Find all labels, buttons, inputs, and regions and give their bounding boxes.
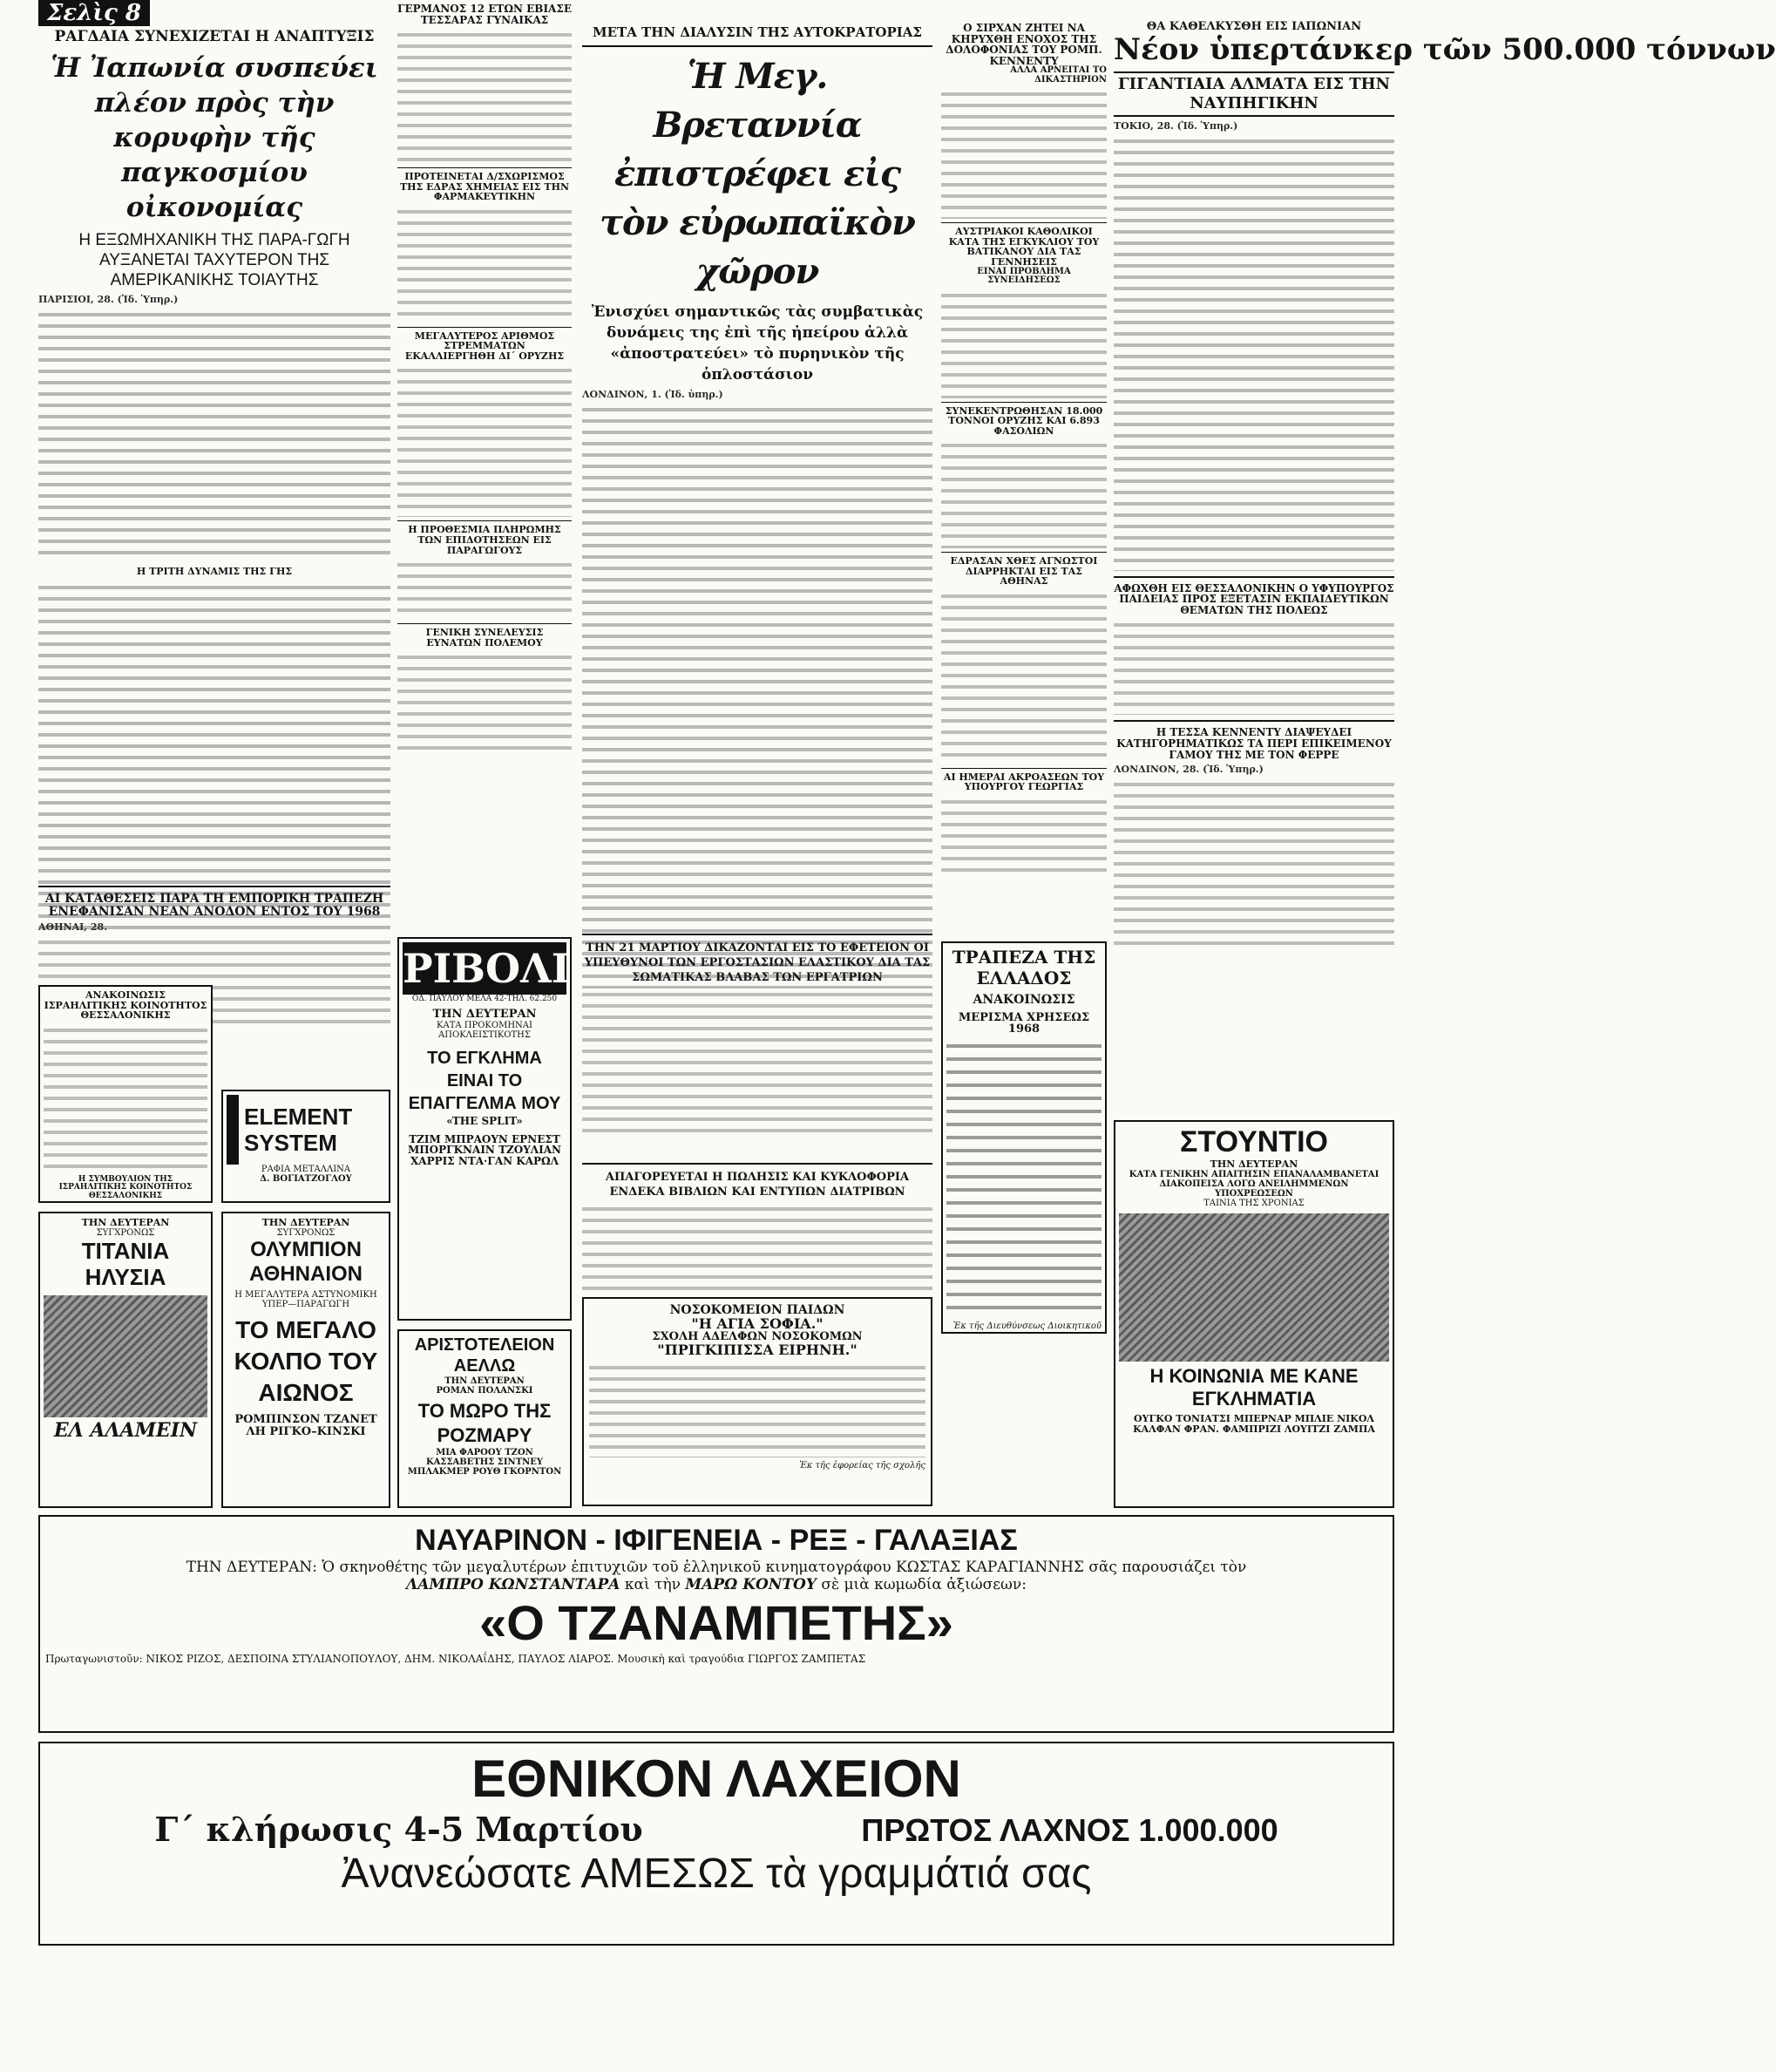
- col1-headline: Ἡ Ἰαπωνία συσπεύει πλέον πρὸς τὴν κορυφὴν τῆς παγκοσμίου οἰκονομίας: [51, 51, 378, 223]
- col2-head1: ΓΕΡΜΑΝΟΣ 12 ΕΤΩΝ ΕΒΙΑΣΕ ΤΕΣΣΑΡΑΣ ΓΥΝΑΙΚΑΣ: [397, 3, 572, 26]
- titania-pre: ΣΥΓΧΡΟΝΩΣ: [96, 1228, 155, 1238]
- studio-ad: [1114, 1120, 1394, 1508]
- col4-text-3: [941, 439, 1107, 548]
- system-name: SYSTEM: [244, 1130, 337, 1156]
- col5-text-3: [1114, 778, 1394, 953]
- col4-head3: ΣΥΝΕΚΕΝΤΡΩΘΗΣΑΝ 18.000 ΤΟΝΝΟΙ ΟΡΥΖΗΣ ΚΑΙ 6.893 ΦΑΣΟΛΙΩΝ: [945, 404, 1103, 437]
- aello-cast: ΜΙΑ ΦΑΡΟΟΥ ΤΖΟΝ ΚΑΣΣΑΒΕΤΗΣ ΣΙΝΤΝΕΥ ΜΠΛΑΚΜΕΡ ΡΟΥΘ ΓΚΟΡΝΤΟΝ: [407, 1448, 562, 1477]
- studio-day: ΤΗΝ ΔΕΥΤΕΡΑΝ: [1210, 1158, 1298, 1170]
- olympion-name: ΟΛΥΜΠΙΟΝ ΑΘΗΝΑΙΟΝ: [248, 1238, 363, 1286]
- col3-dateline: ΛΟΝΔΙΝΟΝ, 1. (Ἰδ. ὑπηρ.): [582, 388, 723, 400]
- column-5: [1114, 0, 1776, 976]
- col5-subhead: ΓΙΓΑΝΤΙΑΙΑ ΑΛΜΑΤΑ ΕΙΣ ΤΗΝ ΝΑΥΠΗΓΙΚΗΝ: [1114, 71, 1394, 117]
- olympion-day: ΤΗΝ ΔΕΥΤΕΡΑΝ: [261, 1217, 350, 1228]
- ban-text: [582, 1203, 932, 1290]
- column-3: [582, 0, 932, 924]
- tzanampetis-ad: [38, 1515, 1394, 1733]
- col5-kicker: ΘΑ ΚΑΘΕΛΚΥΣΘΗ ΕΙΣ ΙΑΠΩΝΙΑΝ: [1146, 20, 1362, 33]
- ban-article: [582, 1158, 932, 1293]
- rivoli-orig: «THE SPLIT»: [446, 1114, 523, 1127]
- notice-text: [44, 1024, 207, 1172]
- notice-title: ΑΝΑΚΟΙΝΩΣΙΣ ΙΣΡΑΗΛΙΤΙΚΗΣ ΚΟΙΝΟΤΗΤΟΣ ΘΕΣΣΑΛΟΝΙΚΗΣ: [44, 989, 207, 1022]
- promo-line1: ΤΗΝ ΔΕΥΤΕΡΑΝ: Ὁ σκηνοθέτης τῶν μεγαλυτέρων ἐπιτυχιῶν τοῦ ἑλληνικοῦ κινηματογράφου ΚΩΣΤΑΣ ΚΑΡΑΓΙΑΝΝΗΣ σᾶς παρουσιάζει τὸν: [186, 1559, 1247, 1576]
- lottery-prize: ΠΡΩΤΟΣ ΛΑΧΝΟΣ 1.000.000: [861, 1812, 1278, 1848]
- col5-head3: Η ΤΕΣΣΑ ΚΕΝΝΕΝΤΥ ΔΙΑΨΕΥΔΕΙ ΚΑΤΗΓΟΡΗΜΑΤΙΚΩΣ ΤΑ ΠΕΡΙ ΕΠΙΚΕΙΜΕΝΟΥ ΓΑΜΟΥ ΤΗΣ ΜΕ ΤΟΝ ΦΕΡΡΕ: [1116, 726, 1392, 761]
- col5-dateline2: ΛΟΝΔΙΝΟΝ, 28. (Ἰδ. Ὑπηρ.): [1114, 764, 1264, 776]
- bog-text: [946, 1039, 1102, 1318]
- rivoli-day: ΤΗΝ ΔΕΥΤΕΡΑΝ: [432, 1008, 537, 1021]
- hospital-sign: Ἐκ τῆς ἐφορείας τῆς σχολῆς: [799, 1460, 925, 1471]
- element-system-ad: [221, 1090, 390, 1203]
- col3-subhead: Ἐνισχύει σημαντικῶς τὰς συμβατικὰς δυνάμεις της ἐπὶ τῆς ἠπείρου ἀλλὰ «ἀποστρατεύει» τὸ πυρηνικὸν τῆς ὁπλοστάσιον: [591, 302, 924, 384]
- rivoli-name: ΡΙΒΟΛΙ: [403, 942, 566, 995]
- col3-kicker: ΜΕΤΑ ΤΗΝ ΔΙΑΛΥΣΙΝ ΤΗΣ ΑΥΤΟΚΡΑΤΟΡΙΑΣ: [593, 24, 922, 40]
- rivoli-film: ΤΟ ΕΓΚΛΗΜΑ ΕΙΝΑΙ ΤΟ ΕΠΑΓΓΕΛΜΑ ΜΟΥ: [408, 1048, 561, 1113]
- lottery-draw: Γ΄ κλήρωσις 4-5 Μαρτίου: [154, 1810, 643, 1849]
- actor2: ΜΑΡΩ ΚΟΝΤΟΥ: [685, 1576, 817, 1593]
- col4-text-2: [941, 289, 1107, 398]
- col2-head5: ΓΕΝΙΚΗ ΣΥΝΕΛΕΥΣΙΣ ΕΥΝΑΤΩΝ ΠΟΛΕΜΟΥ: [425, 627, 544, 649]
- col4-head5: ΑΙ ΗΜΕΡΑΙ ΑΚΡΟΑΣΕΩΝ ΤΟΥ ΥΠΟΥΡΓΟΥ ΓΕΩΡΓΙΑΣ: [943, 771, 1105, 793]
- element-name: ELEMENT: [244, 1104, 353, 1130]
- col5-dateline: ΤΟΚΙΟ, 28. (Ἰδ. Ὑπηρ.): [1114, 119, 1238, 132]
- olympion-film: ΤΟ ΜΕΓΑΛΟ ΚΟΛΠΟ ΤΟΥ ΑΙΩΝΟΣ: [234, 1316, 378, 1406]
- col2-text-2: [397, 206, 572, 323]
- col2-text-1: [397, 29, 572, 164]
- rivoli-ad: [397, 937, 572, 1321]
- comedy-line: σὲ μιὰ κωμωδία ἀξιώσεων:: [821, 1576, 1027, 1593]
- ban-head: ΑΠΑΓΟΡΕΥΕΤΑΙ Η ΠΩΛΗΣΙΣ ΚΑΙ ΚΥΚΛΟΦΟΡΙΑ ΕΝΔΕΚΑ ΒΙΒΛΙΩΝ ΚΑΙ ΕΝΤΥΠΩΝ ΔΙΑΤΡΙΒΩΝ: [605, 1171, 910, 1199]
- titania-name: ΤΙΤΑΝΙΑ ΗΛΥΣΙΑ: [81, 1238, 170, 1290]
- col4-head4: ΕΔΡΑΣΑΝ ΧΘΕΣ ΑΓΝΩΣΤΟΙ ΔΙΑΡΡΗΚΤΑΙ ΕΙΣ ΤΑΣ ΑΘΗΝΑΣ: [950, 555, 1098, 588]
- col4-head2: ΑΥΣΤΡΙΑΚΟΙ ΚΑΘΟΛΙΚΟΙ ΚΑΤΑ ΤΗΣ ΕΓΚΥΚΛΙΟΥ ΤΟΥ ΒΑΤΙΚΑΝΟΥ ΔΙΑ ΤΑΣ ΓΕΝΝΗΣΕΙΣ: [948, 226, 1100, 268]
- cinemas-line: ΝΑΥΑΡΙΝΟΝ - ΙΦΙΓΕΝΕΙΑ - ΡΕΞ - ΓΑΛΑΞΙΑΣ: [415, 1524, 1018, 1557]
- bog-title: ΤΡΑΠΕΖΑ ΤΗΣ ΕΛΛΑΔΟΣ: [952, 947, 1096, 988]
- col5-text-2: [1114, 619, 1394, 715]
- aello-day: ΤΗΝ ΔΕΥΤΕΡΑΝ: [444, 1376, 525, 1386]
- col3-headline: Ἡ Μεγ. Βρεταννία ἐπιστρέφει εἰς τὸν εὐρωπαϊκὸν χῶρον: [600, 55, 915, 292]
- col2-head3: ΜΕΓΑΛΥΤΕΡΟΣ ΑΡΙΘΜΟΣ ΣΤΡΕΜΜΑΤΩΝ ΕΚΑΛΛΙΕΡΓΗΘΗ ΔΙ΄ ΟΡΥΖΗΣ: [404, 329, 565, 362]
- col4-head1b: ΑΛΛΑ ΑΡΝΕΙΤΑΙ ΤΟ ΔΙΚΑΣΤΗΡΙΟΝ: [1010, 65, 1107, 85]
- col5-headline: Νέον ὑπερτάνκερ τῶν 500.000 τόννων: [1114, 31, 1776, 67]
- column-4: [941, 0, 1107, 994]
- studio-sub: ΤΑΙΝΙΑ ΤΗΣ ΧΡΟΝΙΑΣ: [1203, 1199, 1305, 1208]
- bog-sub: ΑΝΑΚΟΙΝΩΣΙΣ: [973, 993, 1075, 1007]
- col1-section: Η ΤΡΙΤΗ ΔΥΝΑΜΙΣ ΤΗΣ ΓΗΣ: [136, 565, 293, 577]
- studio-cast: ΟΥΓΚΟ ΤΟΝΙΑΤΣΙ ΜΠΕΡΝΑΡ ΜΠΛΙΕ ΝΙΚΟΛ ΚΑΛΦΑΝ ΦΡΑΝ. ΦΑΜΠΡΙΖΙ ΛΟΥΙΤΖΙ ΖΑΜΠΑ: [1133, 1413, 1375, 1435]
- lottery-title: ΕΘΝΙΚΟΝ ΛΑΧΕΙΟΝ: [471, 1749, 961, 1808]
- col4-text-1: [941, 88, 1107, 219]
- rivoli-address: ΟΔ. ΠΑΥΛΟΥ ΜΕΛΑ 42-ΤΗΛ. 62.250: [411, 995, 558, 1003]
- lottery-renew: Ἀνανεώσατε ΑΜΕΣΩΣ τὰ γραμμάτιά σας: [341, 1851, 1092, 1897]
- col3-body-text: [582, 404, 932, 1005]
- studio-line: ΚΑΤΑ ΓΕΝΙΚΗΝ ΑΠΑΙΤΗΣΙΝ ΕΠΑΝΑΛΑΜΒΑΝΕΤΑΙ ΔΙΑΚΟΠΕΙΣΑ ΛΟΓΩ ΑΝΕΙΛΗΜΜΕΝΩΝ ΥΠΟΧΡΕΩΣΕΩΝ: [1129, 1170, 1379, 1199]
- col4-head1: Ο ΣΙΡΧΑΝ ΖΗΤΕΙ ΝΑ ΚΗΡΥΧΘΗ ΕΝΟΧΟΣ ΤΗΣ ΔΟΛΟΦΟΝΙΑΣ ΤΟΥ ΡΟΜΠ. ΚΕΝΝΕΝΤΥ: [946, 22, 1102, 67]
- olympion-cast: ΡΟΜΠΙΝΣΟΝ ΤΖΑΝΕΤ ΛΗ ΡΙΓΚΟ–ΚΙΝΣΚΙ: [234, 1413, 377, 1438]
- col5-body-text: [1114, 135, 1394, 571]
- col2-text-5: [397, 651, 572, 756]
- hospital-text: [589, 1362, 925, 1457]
- col2-head4: Η ΠΡΟΘΕΣΜΙΑ ΠΛΗΡΩΜΗΣ ΤΩΝ ΕΠΙΔΟΤΗΣΕΩΝ ΕΙΣ ΠΑΡΑΓΩΓΟΥΣ: [408, 524, 561, 556]
- studio-name: ΣΤΟΥΝΤΙΟ: [1180, 1125, 1328, 1158]
- aello-ad: [397, 1329, 572, 1508]
- notice-sign: Η ΣΥΜΒΟΥΛΙΟΝ ΤΗΣ ΙΣΡΑΗΛΙΤΙΚΗΣ ΚΟΙΝΟΤΗΤΟΣ ΘΕΣΣΑΛΟΝΙΚΗΣ: [58, 1174, 193, 1200]
- element-line1: ΡΑΦΙΑ ΜΕΤΑΛΛΙΝΑ: [261, 1165, 351, 1174]
- community-notice: [38, 985, 213, 1203]
- column-1b: [216, 410, 390, 898]
- tribunal-head: ΤΗΝ 21 ΜΑΡΤΙΟΥ ΔΙΚΑΖΟΝΤΑΙ ΕΙΣ ΤΟ ΕΦΕΤΕΙΟΝ ΟΙ ΥΠΕΥΘΥΝΟΙ ΤΩΝ ΕΡΓΟΣΤΑΣΙΩΝ ΕΛΑΣΤΙΚΟΥ ΔΙΑ ΤΑΣ ΣΩΜΑΤΙΚΑΣ ΒΛΑΒΑΣ ΤΩΝ ΕΡΓΑΤΡΙΩΝ: [584, 941, 931, 984]
- olympion-tag: Η ΜΕΓΑΛΥΤΕΡΑ ΑΣΤΥΝΟΜΙΚΗ ΥΠΕΡ—ΠΑΡΑΓΩΓΗ: [234, 1290, 377, 1309]
- titania-poster-image: [44, 1295, 207, 1417]
- bog-topic: ΜΕΡΙΣΜΑ ΧΡΗΣΕΩΣ 1968: [958, 1010, 1090, 1036]
- aello-film: ΤΟ ΜΩΡΟ ΤΗΣ ΡΟΖΜΑΡΥ: [417, 1400, 552, 1446]
- hospital-school-name: "ΠΡΙΓΚΙΠΙΣΣΑ ΕΙΡΗΝΗ.": [657, 1342, 857, 1359]
- bank-dateline: ΑΘΗΝΑΙ, 28.: [38, 921, 108, 934]
- film-title: «Ο ΤΖΑΝΑΜΠΕΤΗΣ»: [479, 1595, 953, 1650]
- element-logo-bar: [227, 1095, 239, 1165]
- olympion-ad: [221, 1212, 390, 1508]
- rivoli-claim: ΚΑΤΑ ΠΡΟΚΟΜΗΝΑΙ ΑΠΟΚΛΕΙΣΤΙΚΟΤΗΣ: [437, 1020, 532, 1040]
- column-2: [397, 0, 572, 907]
- element-line2: Δ. ΒΟΓΙΑΤΖΟΓΛΟΥ: [260, 1174, 352, 1184]
- studio-film: Η ΚΟΙΝΩΝΙΑ ΜΕ ΚΑΝΕ ΕΓΚΛΗΜΑΤΙΑ: [1149, 1365, 1359, 1410]
- bank-of-greece-notice: [941, 941, 1107, 1334]
- hospital-title: ΝΟΣΟΚΟΜΕΙΟΝ ΠΑΙΔΩΝ: [669, 1303, 845, 1317]
- col2-text-4: [397, 559, 572, 620]
- tribunal-article: [582, 928, 932, 1155]
- actor1: ΛΑΜΠΡΟ ΚΩΝΣΤΑΝΤΑΡΑ: [406, 1576, 620, 1593]
- col4-head2b: ΕΙΝΑΙ ΠΡΟΒΛΗΜΑ ΣΥΝΕΙΔΗΣΕΩΣ: [977, 266, 1071, 286]
- aello-name: ΑΡΙΣΤΟΤΕΛΕΙΟΝ ΑΕΛΛΩ: [414, 1335, 555, 1376]
- bank-head: ΑΙ ΚΑΤΑΘΕΣΕΙΣ ΠΑΡΑ ΤΗ ΕΜΠΟΡΙΚΗ ΤΡΑΠΕΖΗ ΕΝΕΦΑΝΙΣΑΝ ΝΕΑΝ ΑΝΟΔΟΝ ΕΝΤΟΣ ΤΟΥ 1968: [44, 892, 384, 919]
- aello-director: ΡΟΜΑΝ ΠΟΛΑΝΣΚΙ: [436, 1386, 533, 1396]
- hospital-notice: [582, 1297, 932, 1506]
- hospital-school: ΣΧΟΛΗ ΑΔΕΛΦΩΝ ΝΟΣΟΚΟΜΩΝ: [652, 1330, 863, 1344]
- titania-day: ΤΗΝ ΔΕΥΤΕΡΑΝ: [81, 1217, 170, 1228]
- col1-kicker: ΡΑΓΔΑΙΑ ΣΥΝΕΧΙΖΕΤΑΙ Η ΑΝΑΠΤΥΞΙΣ: [54, 28, 375, 45]
- col1-subhead: Η ΕΞΩΜΗΧΑΝΙΚΗ ΤΗΣ ΠΑΡΑ-ΓΩΓΗ ΑΥΞΑΝΕΤΑΙ ΤΑΧΥΤΕΡΟΝ ΤΗΣ ΑΜΕΡΙΚΑΝΙΚΗΣ ΤΟΙΑΥΤΗΣ: [78, 230, 350, 289]
- col4-text-5: [941, 796, 1107, 874]
- lottery-ad: [38, 1742, 1394, 1946]
- tribunal-text: [582, 988, 932, 1137]
- rivoli-cast: ΤΖΙΜ ΜΠΡΑΟΥΝ ΕΡΝΕΣΤ ΜΠΟΡΓΚΝΑΙΝ ΤΖΟΥΛΙΑΝ ΧΑΡΡΙΣ ΝΤΑ·ΓΑΝ ΚΑΡΩΛ: [408, 1132, 561, 1167]
- titania-film: ΕΛ ΑΛΑΜΕΙΝ: [53, 1419, 198, 1442]
- col4-text-4: [941, 590, 1107, 764]
- studio-poster-image: [1119, 1213, 1389, 1362]
- bog-sign: Ἐκ τῆς Διευθύνσεως Διοικητικοῦ: [952, 1321, 1102, 1331]
- and-word: καὶ τὴν: [624, 1576, 681, 1593]
- hospital-name: "Η ΑΓΙΑ ΣΟΦΙΑ.": [691, 1315, 824, 1332]
- titania-ad: [38, 1212, 213, 1508]
- page-label: Σελὶς 8: [38, 0, 150, 26]
- col1-dateline: ΠΑΡΙΣΙΟΙ, 28. (Ἰδ. Ὑπηρ.): [38, 293, 179, 305]
- promo-line2: [45, 1576, 1387, 1593]
- col2-text-3: [397, 364, 572, 517]
- col2-head2: ΠΡΟΤΕΙΝΕΤΑΙ Δ/ΣΧΩΡΙΣΜΟΣ ΤΗΣ ΕΔΡΑΣ ΧΗΜΕΙΑΣ ΕΙΣ ΤΗΝ ΦΑΡΜΑΚΕΥΤΙΚΗΝ: [399, 171, 570, 203]
- col5-head2: ΑΦΩΧΘΗ ΕΙΣ ΘΕΣΣΑΛΟΝΙΚΗΝ Ο ΥΦΥΠΟΥΡΓΟΣ ΠΑΙΔΕΙΑΣ ΠΡΟΣ ΕΞΕΤΑΣΙΝ ΕΚΠΑΙΔΕΥΤΙΚΩΝ ΘΕΜΑΤΩΝ ΤΗΣ ΠΟΛΕΩΣ: [1114, 581, 1394, 616]
- credits-line: Πρωταγωνιστοῦν: ΝΙΚΟΣ ΡΙΖΟΣ, ΔΕΣΠΟΙΝΑ ΣΤΥΛΙΑΝΟΠΟΥΛΟΥ, ΔΗΜ. ΝΙΚΟΛΑΐΔΗΣ, ΠΑΥΛΟΣ ΛΙΑΡΟΣ. Μουσικὴ καὶ τραγούδια ΓΙΩΡΓΟΣ ΖΑΜΠΕΤΑΣ: [45, 1653, 866, 1665]
- olympion-pre: ΣΥΓΧΡΟΝΩΣ: [276, 1228, 336, 1238]
